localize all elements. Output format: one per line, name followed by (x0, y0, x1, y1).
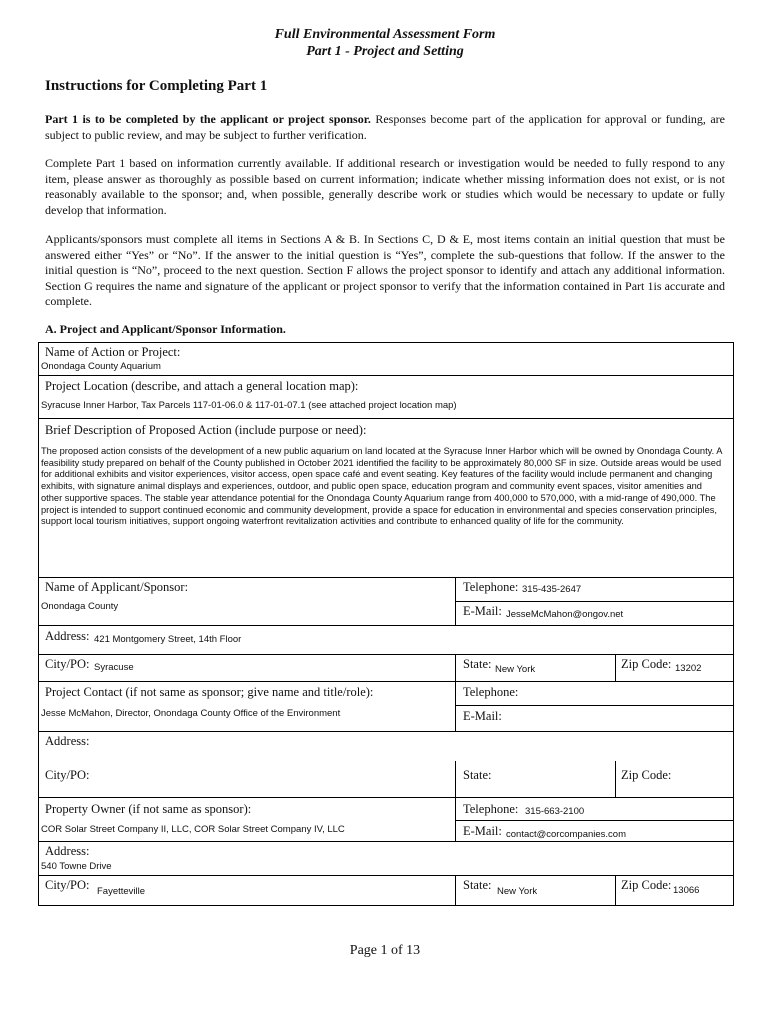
applicant-telephone-value[interactable]: 315-435-2647 (522, 584, 582, 595)
column-divider (615, 761, 616, 797)
owner-zip-value[interactable]: 13066 (673, 885, 700, 896)
owner-state-value[interactable]: New York (497, 886, 538, 897)
instructions-paragraph-2: Complete Part 1 based on information currently available. If additional research or investigation would be needed to fully respond to any item, please answer as thoroughly as possible based on current information; indicate whether missing information does not exist, or is not reasonably available to the sponsor; and, when possible, generally describe work or studies which would be necessary to update or fully develop that information. (45, 156, 725, 217)
action-name-label: Name of Action or Project: (45, 345, 181, 359)
action-name-value[interactable]: Onondaga County Aquarium (41, 361, 161, 372)
applicant-email-value[interactable]: JesseMcMahon@ongov.net (506, 609, 624, 620)
applicant-telephone-label: Telephone: (463, 580, 519, 594)
owner-telephone-value[interactable]: 315-663-2100 (525, 806, 585, 817)
owner-name-value[interactable]: COR Solar Street Company II, LLC, COR Solar Street Company IV, LLC (41, 824, 345, 835)
applicant-state-value[interactable]: New York (495, 664, 536, 675)
row-divider (39, 654, 733, 655)
owner-telephone-label: Telephone: (463, 802, 519, 816)
applicant-zip-label: Zip Code: (621, 657, 672, 671)
row-divider (455, 601, 733, 602)
row-divider (39, 731, 733, 732)
applicant-city-value[interactable]: Syracuse (94, 662, 134, 673)
contact-state-label: State: (463, 768, 492, 782)
contact-address-label: Address: (45, 734, 90, 748)
applicant-address-label: Address: (45, 629, 90, 643)
instructions-paragraph-1 (45, 112, 725, 143)
column-divider (455, 875, 456, 905)
applicant-address-value[interactable]: 421 Montgomery Street, 14th Floor (94, 634, 242, 645)
project-location-value[interactable]: Syracuse Inner Harbor, Tax Parcels 117-01-06.0 & 117-01-07.1 (see attached project location map) (41, 400, 457, 411)
applicant-name-value[interactable]: Onondaga County (41, 601, 119, 612)
form-title: Full Environmental Assessment Form (274, 27, 496, 42)
column-divider (455, 761, 456, 797)
row-divider (39, 841, 733, 842)
owner-address-label: Address: (45, 844, 90, 858)
applicant-email-label: E-Mail: (463, 604, 502, 618)
contact-city-label: City/PO: (45, 768, 90, 782)
applicant-name-label: Name of Applicant/Sponsor: (45, 580, 189, 594)
page-number: Page 1 of 13 (349, 943, 421, 958)
owner-city-value[interactable]: Fayetteville (97, 886, 146, 897)
row-divider (39, 875, 733, 876)
applicant-state-label: State: (463, 657, 492, 671)
project-location-label: Project Location (describe, and attach a general location map): (45, 379, 359, 393)
instructions-heading: Instructions for Completing Part 1 (45, 78, 268, 94)
owner-zip-label: Zip Code: (621, 878, 672, 892)
instructions-paragraph-3: Applicants/sponsors must complete all items in Sections A & B. In Sections C, D & E, most items contain an initial question that must be answered either “Yes” or “No”. If the answer to the initial question is “Yes”, complete the sub-questions that follow. If the answer to the initial question is “No”, proceed to the next question. Section F allows the project sponsor to identify and attach any additional information. Section G requires the name and signature of the applicant or project sponsor to verify that the information contained in Part 1is accurate and complete. (45, 232, 725, 308)
column-divider (615, 654, 616, 681)
description-label: Brief Description of Proposed Action (include purpose or need): (45, 423, 367, 437)
row-divider (39, 418, 733, 419)
row-divider (455, 705, 733, 706)
row-divider (39, 375, 733, 376)
form-subtitle: Part 1 - Project and Setting (306, 44, 464, 59)
contact-name-value[interactable]: Jesse McMahon, Director, Onondaga County Office of the Environment (41, 708, 341, 719)
owner-name-label: Property Owner (if not same as sponsor): (45, 802, 252, 816)
description-value[interactable]: The proposed action consists of the development of a new public aquarium on land located at the Syracuse Inner Harbor which will be owned by Onondaga County. A feasibility study prepared on behalf of the County published in October 2021 identified the facility to be approximately 80,000 SF in size. Outside areas would be used for additional exhibits and visitor experiences, visitor access, open space café and event seating. Key features of the facility would include permanent and changing exhibits, with signature animal displays and experiences, outdoor, and public open space, education program and community event spaces, visitor amenities and other supportive spaces. The stable year attendance potential for the Onondaga County Aquarium range from 400,000 to 570,000, with a mid-range of 490,000. The project is intended to support continued economic and community development, provide a space for education in environmental and species conservation principles, support local tourism initiatives, support ongoing waterfront revitalization activities and contribute to enhanced quality of life for the community. (41, 446, 722, 527)
applicant-city-label: City/PO: (45, 657, 90, 671)
owner-city-label: City/PO: (45, 878, 90, 892)
owner-address-value[interactable]: 540 Towne Drive (41, 861, 112, 872)
row-divider (39, 797, 733, 798)
column-divider (455, 654, 456, 731)
column-divider (455, 577, 456, 625)
owner-email-value[interactable]: contact@corcompanies.com (506, 829, 626, 840)
contact-zip-label: Zip Code: (621, 768, 672, 782)
contact-email-label: E-Mail: (463, 709, 502, 723)
owner-state-label: State: (463, 878, 492, 892)
row-divider (455, 820, 733, 821)
project-info-table (38, 342, 734, 906)
contact-telephone-label: Telephone: (463, 685, 519, 699)
contact-name-label: Project Contact (if not same as sponsor; give name and title/role): (45, 685, 374, 699)
row-divider (39, 681, 733, 682)
instructions-p1-bold: Part 1 is to be completed by the applicant or project sponsor. (45, 112, 371, 126)
column-divider (615, 875, 616, 905)
section-a-heading: A. Project and Applicant/Sponsor Information. (45, 322, 286, 336)
instructions-p1-rest: Responses become part of the application for approval or funding, are subject to public review, and may be subject to further verification. (45, 112, 725, 142)
owner-email-label: E-Mail: (463, 824, 502, 838)
row-divider (39, 577, 733, 578)
column-divider (455, 797, 456, 841)
applicant-zip-value[interactable]: 13202 (675, 663, 702, 674)
row-divider (39, 625, 733, 626)
